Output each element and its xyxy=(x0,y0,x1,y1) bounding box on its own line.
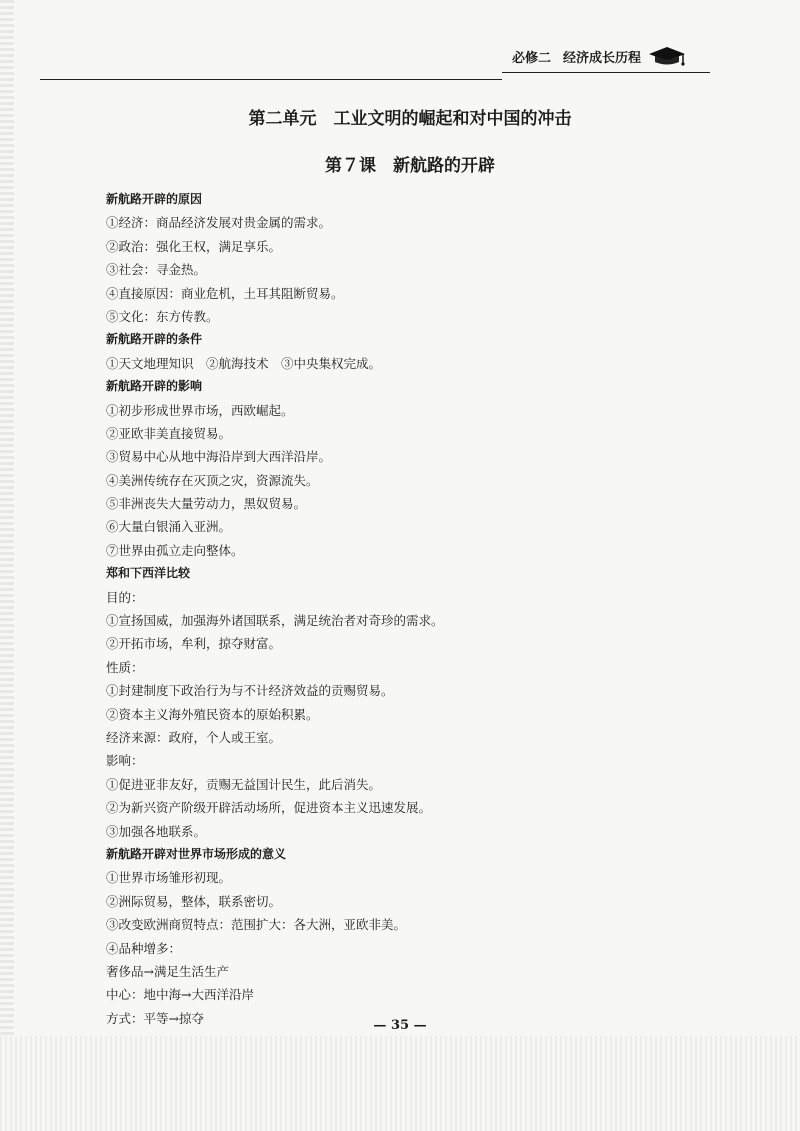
text-line: ①天文地理知识 ②航海技术 ③中央集权完成。 xyxy=(106,355,382,371)
text-line: 目的： xyxy=(106,589,144,605)
section-heading: 新航路开辟的影响 xyxy=(106,379,203,394)
text-line: ①促进亚非友好，贡赐无益国计民生，此后消失。 xyxy=(106,776,382,792)
text-line: ②洲际贸易，整体，联系密切。 xyxy=(106,893,282,909)
text-line: ⑥大量白银涌入亚洲。 xyxy=(106,519,232,535)
section-heading: 郑和下西洋比较 xyxy=(106,566,191,581)
text-line: ④品种增多： xyxy=(106,940,182,956)
text-line: ①初步形成世界市场，西欧崛起。 xyxy=(106,402,294,418)
section-heading: 新航路开辟的条件 xyxy=(106,332,203,347)
header-book: 必修二 xyxy=(512,50,552,66)
text-line: ③改变欧洲商贸特点：范围扩大：各大洲，亚欧非美。 xyxy=(106,917,407,933)
header-rule xyxy=(40,79,502,80)
text-line: ②开拓市场，牟利，掠夺财富。 xyxy=(106,636,282,652)
lesson-content xyxy=(106,188,726,1030)
lesson-title: 第７课 新航路的开辟 xyxy=(325,156,495,176)
text-line: ④直接原因：商业危机，土耳其阻断贸易。 xyxy=(106,285,344,301)
text-line: ④美洲传统存在灭顶之灾，资源流失。 xyxy=(106,472,319,488)
text-line: 影响： xyxy=(106,753,144,769)
scan-noise xyxy=(0,1036,800,1131)
running-header xyxy=(512,44,687,68)
graduation-cap-icon xyxy=(647,45,687,67)
text-line: ⑤非洲丧失大量劳动力，黑奴贸易。 xyxy=(106,496,307,512)
text-line: ①宣扬国威，加强海外诸国联系，满足统治者对奇珍的需求。 xyxy=(106,613,444,629)
text-line: ①世界市场雏形初现。 xyxy=(106,870,232,886)
header-subject: 经济成长历程 xyxy=(563,50,642,66)
text-line: 经济来源：政府，个人或王室。 xyxy=(106,729,282,745)
text-line: 方式：平等→掠夺 xyxy=(106,1010,204,1026)
text-line: 奢侈品→满足生活生产 xyxy=(106,963,229,979)
text-line: ⑤文化：东方传教。 xyxy=(106,308,219,324)
section-heading: 新航路开辟对世界市场形成的意义 xyxy=(106,846,287,861)
unit-title: 第二单元 工业文明的崛起和对中国的冲击 xyxy=(248,109,572,129)
text-line: ②资本主义海外殖民资本的原始积累。 xyxy=(106,706,319,722)
text-line: ③加强各地联系。 xyxy=(106,823,207,839)
header-rule-right xyxy=(502,72,710,73)
text-line: ③社会：寻金热。 xyxy=(106,262,207,278)
text-line: 性质： xyxy=(106,659,144,675)
section-heading: 新航路开辟的原因 xyxy=(106,192,203,206)
text-line: 中心：地中海→大西洋沿岸 xyxy=(106,987,254,1003)
text-line: ②亚欧非美直接贸易。 xyxy=(106,425,232,441)
page-number: — 35 — xyxy=(373,1018,427,1033)
text-line: ⑦世界由孤立走向整体。 xyxy=(106,542,244,558)
text-line: ②政治：强化王权，满足享乐。 xyxy=(106,238,282,254)
text-line: ③贸易中心从地中海沿岸到大西洋沿岸。 xyxy=(106,449,332,465)
text-line: ①封建制度下政治行为与不计经济效益的贡赐贸易。 xyxy=(106,683,394,699)
text-line: ①经济：商品经济发展对贵金属的需求。 xyxy=(106,215,332,231)
text-line: ②为新兴资产阶级开辟活动场所，促进资本主义迅速发展。 xyxy=(106,800,432,816)
